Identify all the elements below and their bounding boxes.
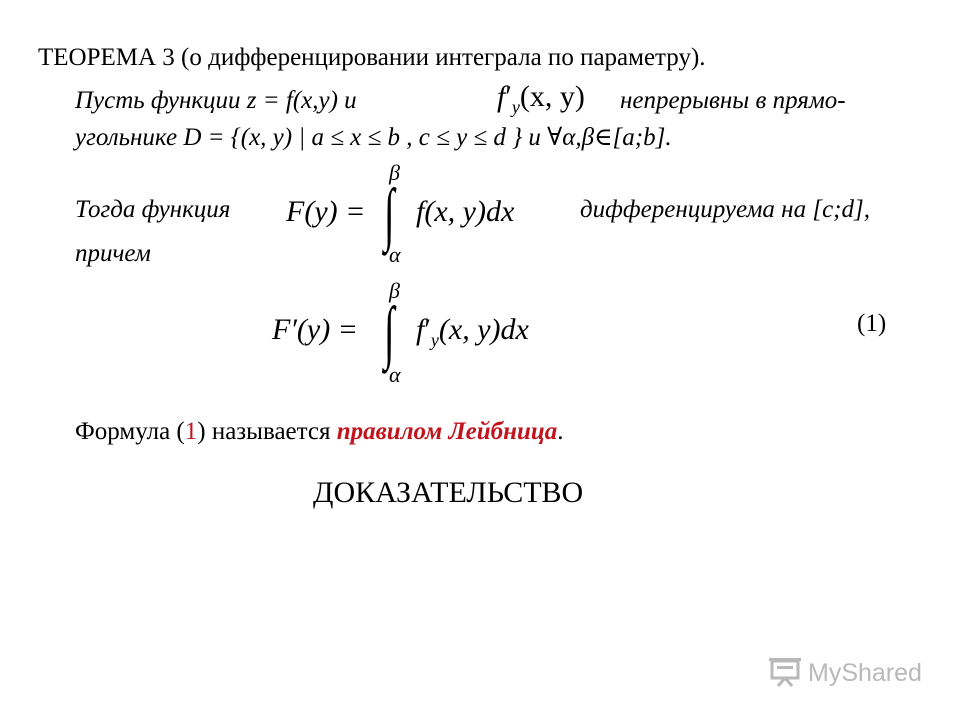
formula-leibniz-lhs: F′(y) = <box>272 313 358 346</box>
formula-F-integrand: f(x, y)dx <box>416 195 515 228</box>
integral-upper-limit: β <box>389 278 400 303</box>
formula-leibniz-integrand: $f'_y(x$, y)dx <box>416 313 529 350</box>
theorem-title: ТЕОРЕМА 3 (о дифференцировании интеграла по параметру). <box>38 44 706 71</box>
proof-heading: ДОКАЗАТЕЛЬСТВО <box>313 476 584 509</box>
integral-lower-limit: α <box>389 242 401 267</box>
formula-F-lhs: F(y) = <box>286 195 366 228</box>
integral-sign-icon: ∫ <box>384 294 395 371</box>
theorem-line1-end: непрерывны в прямо- <box>620 87 846 114</box>
integral-upper-limit: β <box>389 160 400 185</box>
formula-number: (1) <box>857 310 887 337</box>
partial-derivative-inline: $f'_y(x$, y) <box>497 80 585 117</box>
watermark-text: MyShared <box>808 659 922 687</box>
integral-sign-icon: ∫ <box>384 176 395 253</box>
theorem-line3-end: дифференцируема на [c;d], <box>580 196 870 223</box>
formula-F-definition <box>286 160 556 270</box>
leibniz-rule-sentence: Формула (1) называется правилом Лейбница. <box>75 418 564 445</box>
theorem-line1-start: Пусть функции z = f(x,y) и <box>75 87 357 114</box>
presentation-icon <box>768 657 802 687</box>
leibniz-rule-term: правилом Лейбница <box>336 418 558 445</box>
theorem-line4: причем <box>75 240 151 267</box>
integral-lower-limit: α <box>389 362 401 387</box>
theorem-line3-start: Тогда функция <box>75 196 231 223</box>
theorem-line2: угольнике D = {(x, y) | a ≤ x ≤ b , c ≤ y ≤ d } и ∀α,β∈[a;b]. <box>75 124 672 151</box>
formula-leibniz <box>272 278 572 388</box>
